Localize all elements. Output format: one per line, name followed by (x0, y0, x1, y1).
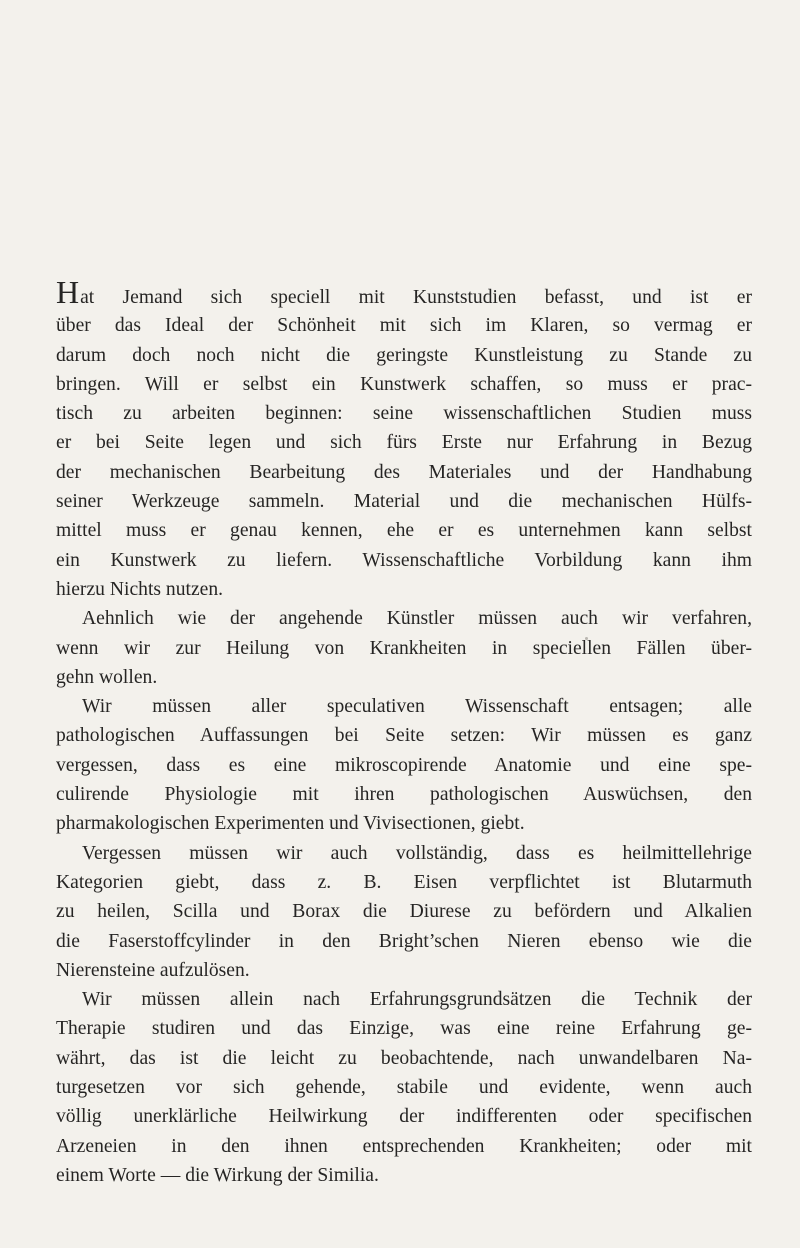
body-text (56, 274, 752, 1190)
text-line: mittel muss er genau kennen, ehe er es unternehmen kann selbst (56, 520, 752, 542)
text-line: vergessen, dass es eine mikroscopirende Anatomie und eine spe- (56, 754, 752, 776)
text-line: Nierensteine aufzulösen. (56, 959, 250, 981)
text-line: über das Ideal der Schönheit mit sich im Klaren, so vermag er (56, 315, 752, 337)
text-line: zu heilen, Scilla und Borax die Diurese zu befördern und Alkalien (56, 901, 752, 923)
text-line: völlig unerklärliche Heilwirkung der indifferenten oder specifischen (56, 1106, 752, 1128)
text-line: die Faserstoffcylinder in den Bright’schen Nieren ebenso wie die (56, 930, 752, 952)
text-line: bringen. Will er selbst ein Kunstwerk schaffen, so muss er prac- (56, 373, 752, 395)
paragraph-2 (56, 604, 752, 692)
text-line: darum doch noch nicht die geringste Kunstleistung zu Stande zu (56, 344, 752, 366)
text-line: wenn wir zur Heilung von Krankheiten in speciellen Fällen über- (56, 637, 752, 659)
text-line: hierzu Nichts nutzen. (56, 578, 224, 600)
text-line: pharmakologischen Experimenten und Vivisectionen, giebt. (56, 813, 525, 835)
text-line: turgesetzen vor sich gehende, stabile und evidente, wenn auch (56, 1077, 752, 1099)
text-line: Hat Jemand sich speciell mit Kunststudien befasst, und ist er (56, 274, 752, 310)
text-line: tisch zu arbeiten beginnen: seine wissenschaftlichen Studien muss (56, 403, 752, 425)
text-line: ein Kunstwerk zu liefern. Wissenschaftliche Vorbildung kann ihm (56, 549, 752, 571)
text-line: pathologischen Auffassungen bei Seite setzen: Wir müssen es ganz (56, 725, 752, 747)
paragraph-4 (56, 839, 752, 985)
text-line: Vergessen müssen wir auch vollständig, dass es heilmittellehrige (82, 842, 752, 864)
text-line: Aehnlich wie der angehende Künstler müssen auch wir verfahren, (82, 608, 752, 630)
paragraph-5 (56, 985, 752, 1190)
paragraph-1 (56, 274, 752, 604)
text-line: Arzeneien in den ihnen entsprechenden Krankheiten; oder mit (56, 1135, 752, 1157)
text-line: seiner Werkzeuge sammeln. Material und die mechanischen Hülfs- (56, 491, 752, 513)
text-line: culirende Physiologie mit ihren pathologischen Auswüchsen, den (56, 784, 752, 806)
text-line: einem Worte — die Wirkung der Similia. (56, 1164, 379, 1186)
text-line: währt, das ist die leicht zu beobachtende, nach unwandelbaren Na- (56, 1047, 752, 1069)
drop-cap: H (56, 274, 80, 310)
text-line: Wir müssen aller speculativen Wissenschaft entsagen; alle (82, 696, 752, 718)
text-line: er bei Seite legen und sich fürs Erste nur Erfahrung in Bezug (56, 432, 752, 454)
text-line: Kategorien giebt, dass z. B. Eisen verpflichtet ist Blutarmuth (56, 871, 752, 893)
text-line: Wir müssen allein nach Erfahrungsgrundsätzen die Technik der (82, 989, 752, 1011)
text-line: gehn wollen. (56, 666, 158, 688)
text-line: der mechanischen Bearbeitung des Materiales und der Handhabung (56, 461, 752, 483)
paragraph-3 (56, 692, 752, 838)
text-line: Therapie studiren und das Einzige, was eine reine Erfahrung ge- (56, 1018, 752, 1040)
